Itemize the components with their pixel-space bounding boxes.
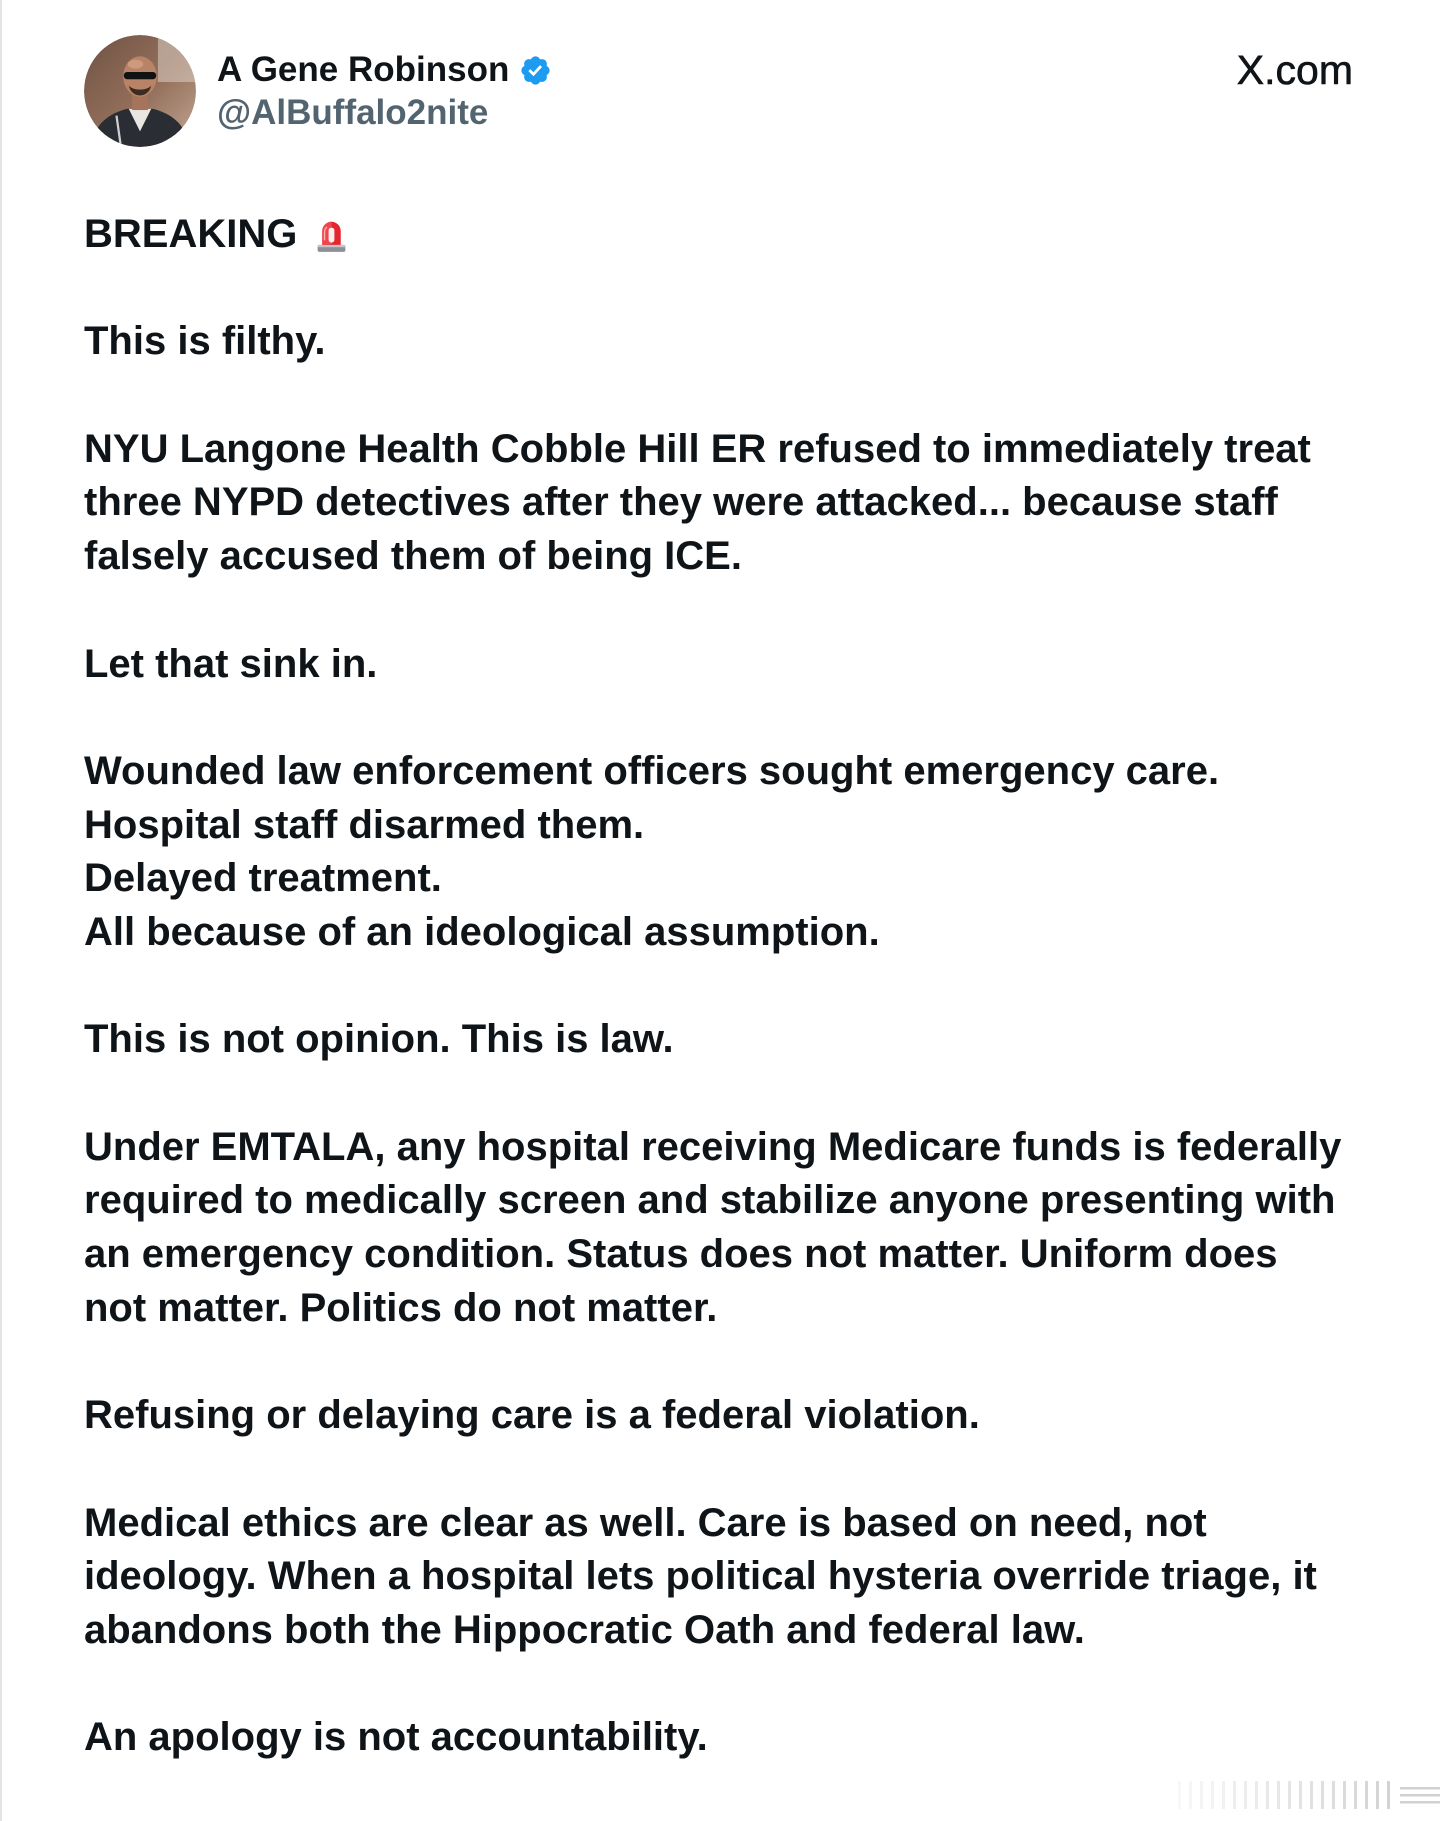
author-display-name[interactable]: A Gene Robinson [217, 50, 510, 89]
headline-text: BREAKING [84, 212, 298, 256]
paragraph [84, 1013, 1384, 1067]
avatar[interactable] [84, 35, 196, 147]
left-edge-border [0, 0, 2, 1821]
watermark-bars [1174, 1777, 1444, 1813]
paragraph [84, 1497, 1384, 1658]
paragraph-line: NYU Langone Health Cobble Hill ER refused to immediately treat [84, 426, 1311, 471]
verified-badge-icon[interactable] [519, 54, 552, 87]
paragraph-line: An apology is not accountability. [84, 1715, 708, 1760]
paragraph-line: Wounded law enforcement officers sought emergency care. [84, 748, 1220, 793]
paragraph-line: Hospital staff disarmed them. [84, 802, 645, 847]
author-handle[interactable]: @AlBuffalo2nite [217, 93, 489, 132]
paragraph-line: ideology. When a hospital lets political hysteria override triage, it [84, 1554, 1317, 1599]
rotating-light-icon [313, 216, 350, 253]
paragraph [84, 1389, 1384, 1443]
paragraph-line: required to medically screen and stabilize anyone presenting with [84, 1178, 1336, 1223]
avatar-photo [84, 35, 196, 147]
paragraph [84, 1711, 1384, 1765]
paragraph-line: an emergency condition. Status does not matter. Uniform does [84, 1232, 1278, 1277]
paragraph [84, 745, 1384, 960]
paragraph-line: Delayed treatment. [84, 856, 442, 901]
paragraph-line: Let that sink in. [84, 641, 378, 686]
paragraph-line: Refusing or delaying care is a federal violation. [84, 1393, 980, 1438]
paragraph [84, 423, 1384, 584]
author-name-row [217, 50, 552, 90]
paragraph-line: This is not opinion. This is law. [84, 1017, 674, 1062]
paragraph-line: Under EMTALA, any hospital receiving Medicare funds is federally [84, 1124, 1342, 1169]
paragraph-line: falsely accused them of being ICE. [84, 534, 742, 579]
paragraph-line: not matter. Politics do not matter. [84, 1285, 718, 1330]
paragraph-line: abandons both the Hippocratic Oath and federal law. [84, 1607, 1085, 1652]
site-label: X.com [1236, 47, 1353, 93]
paragraph-line: All because of an ideological assumption. [84, 909, 880, 954]
paragraph-line: Medical ethics are clear as well. Care is based on need, not [84, 1500, 1207, 1545]
paragraph-line: This is filthy. [84, 319, 326, 364]
paragraph-line: three NYPD detectives after they were attacked... because staff [84, 480, 1278, 525]
paragraph [84, 638, 1384, 692]
paragraph [84, 1121, 1384, 1336]
post-body [84, 208, 1384, 1765]
paragraph [84, 315, 1384, 369]
headline [84, 208, 1384, 262]
